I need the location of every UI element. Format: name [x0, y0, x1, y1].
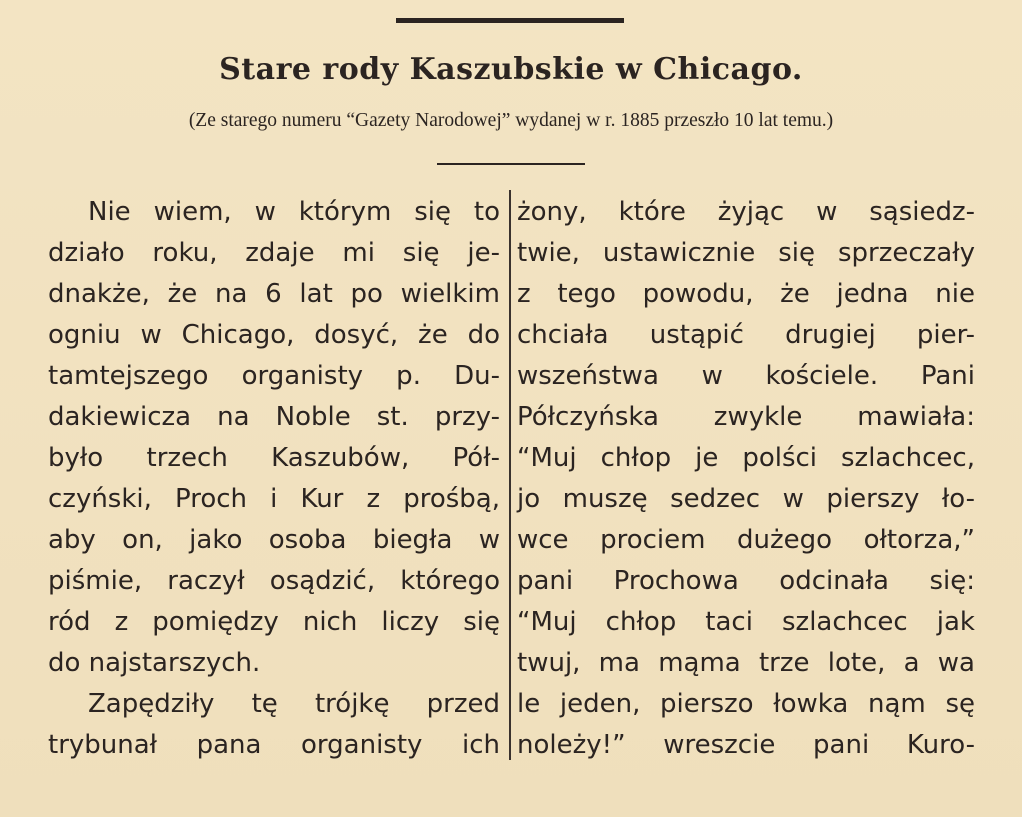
text-line: “Muj chłop taci szlachcec jak: [517, 607, 975, 637]
text-line: trybunał pana organisty ich: [48, 730, 500, 760]
text-line: tamtejszego organisty p. Du-: [48, 361, 500, 391]
text-line: działo roku, zdaje mi się je-: [48, 238, 500, 268]
text-line: wszeństwa w kościele. Pani: [517, 361, 975, 391]
text-line: “Muj chłop je polści szlachcec,: [517, 443, 975, 473]
article-subtitle: (Ze starego numeru “Gazety Narodowej” wydanej w r. 1885 przeszło 10 lat temu.): [188, 110, 834, 131]
right-column: [517, 192, 975, 766]
text-line: Nie wiem, w którym się to: [88, 197, 500, 227]
text-line: dakiewicza na Noble st. przy-: [48, 402, 500, 432]
text-line: le jeden, pierszo łowka nąm sę: [517, 689, 975, 719]
text-line: wce prociem dużego ołtorza,”: [517, 525, 975, 555]
text-line: aby on, jako osoba biegła w: [48, 525, 500, 555]
column-divider: [509, 190, 511, 760]
text-line: dnakże, że na 6 lat po wielkim: [48, 279, 500, 309]
text-line: Półczyńska zwykle mawiała:: [517, 402, 975, 432]
text-line: noleży!” wreszcie pani Kuro-: [517, 730, 975, 760]
title-separator: [437, 163, 585, 165]
text-line: ogniu w Chicago, dosyć, że do: [48, 320, 500, 350]
text-line: ród z pomiędzy nich liczy się: [48, 607, 500, 637]
text-line: pani Prochowa odcinała się:: [517, 566, 975, 596]
text-line: twuj, ma mąma trze lote, a wa: [517, 648, 975, 678]
text-line: żony, które żyjąc w sąsiedz-: [517, 197, 975, 227]
text-line: chciała ustąpić drugiej pier-: [517, 320, 975, 350]
text-line: było trzech Kaszubów, Pół-: [48, 443, 500, 473]
text-line: z tego powodu, że jedna nie: [517, 279, 975, 309]
text-line: piśmie, raczył osądzić, którego: [48, 566, 500, 596]
text-line: jo muszę sedzec w pierszy ło-: [517, 484, 975, 514]
left-column: [48, 192, 500, 766]
article-title: Stare rody Kaszubskie w Chicago.: [219, 52, 803, 87]
text-line: czyński, Proch i Kur z prośbą,: [48, 484, 500, 514]
top-rule: [396, 18, 624, 23]
text-line: twie, ustawicznie się sprzeczały: [517, 238, 975, 268]
text-line: Zapędziły tę trójkę przed: [88, 689, 500, 719]
text-line: do najstarszych.: [48, 648, 261, 678]
